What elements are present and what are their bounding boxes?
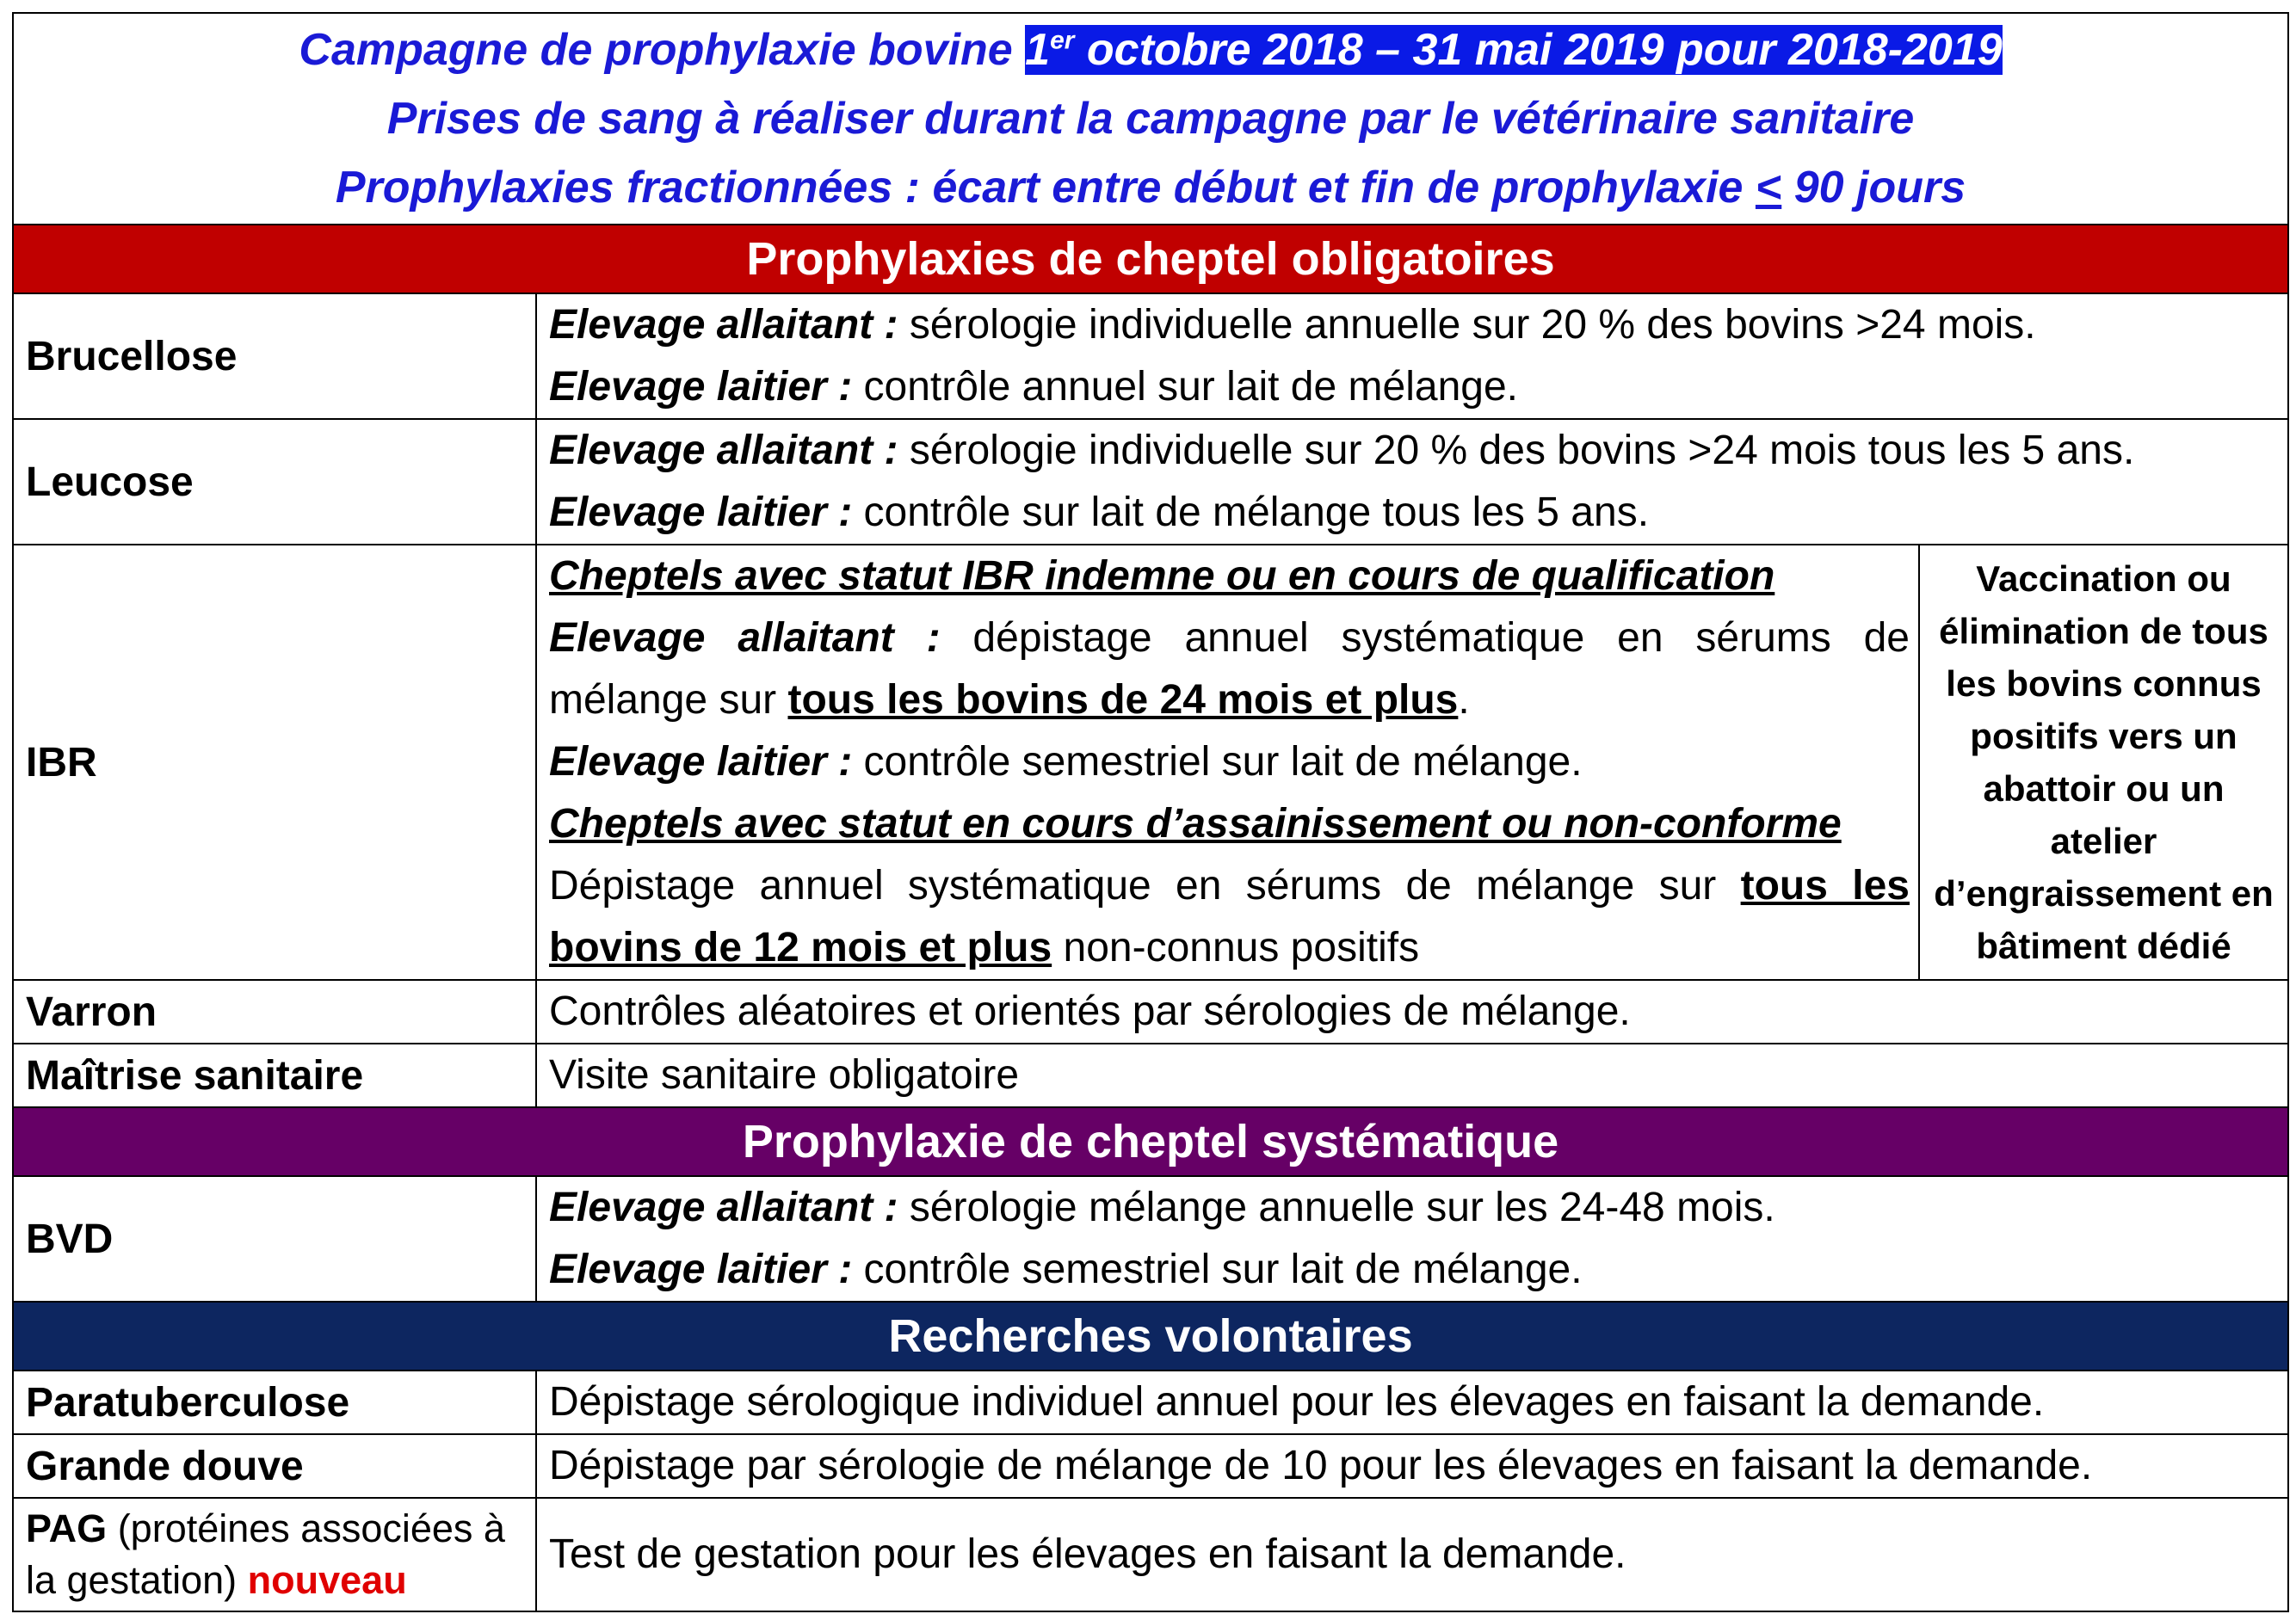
row-bvd xyxy=(13,1176,2288,1302)
row-content: Test de gestation pour les élevages en faisant la demande. xyxy=(536,1498,2288,1611)
row-leucose xyxy=(13,419,2288,545)
row-content: Cheptels avec statut IBR indemne ou en cours de qualification Elevage allaitant : dépistage annuel systématique en sérums de mélange sur tous les bovins de 24 mois et plus. Elevage laitier : contrôle semestriel sur lait de mélange. Cheptels avec statut en cours d’assainissement ou non-conforme Dépistage annuel systématique en sérums de mélange sur tous les bovins de 12 mois et plus non-connus positifs xyxy=(536,545,1919,980)
row-label: Leucose xyxy=(13,419,536,545)
row-content: Elevage allaitant : sérologie individuelle sur 20 % des bovins >24 mois tous les 5 ans. Elevage laitier : contrôle sur lait de mélange tous les 5 ans. xyxy=(536,419,2288,545)
title-row xyxy=(13,13,2288,225)
title-line-2: Prises de sang à réaliser durant la campagne par le vétérinaire sanitaire xyxy=(386,94,1915,144)
prophylaxis-table xyxy=(12,12,2289,1612)
row-label: Varron xyxy=(13,980,536,1044)
title-block xyxy=(13,13,2288,225)
row-pag xyxy=(13,1498,2288,1611)
row-label: Paratuberculose xyxy=(13,1371,536,1434)
title-line-3: Prophylaxies fractionnées : écart entre début et fin de prophylaxie < 90 jours xyxy=(335,163,1966,213)
row-ibr xyxy=(13,545,2288,980)
ibr-heading-1: Cheptels avec statut IBR indemne ou en cours de qualification xyxy=(549,553,1775,599)
title-line-1: Campagne de prophylaxie bovine 1er octobre 2018 – 31 mai 2019 pour 2018-2019 xyxy=(299,25,2003,75)
campaign-dates-highlight: 1er octobre 2018 – 31 mai 2019 pour 2018-2019 xyxy=(1025,25,2003,75)
prophylaxis-sheet xyxy=(12,12,2287,1612)
ibr-heading-2: Cheptels avec statut en cours d’assainissement ou non-conforme xyxy=(549,801,1842,847)
row-grande-douve xyxy=(13,1434,2288,1498)
row-brucellose xyxy=(13,293,2288,419)
row-content: Visite sanitaire obligatoire xyxy=(536,1044,2288,1107)
row-paratuberculose xyxy=(13,1371,2288,1434)
row-content: Dépistage sérologique individuel annuel pour les élevages en faisant la demande. xyxy=(536,1371,2288,1434)
new-badge: nouveau xyxy=(247,1558,407,1602)
row-content: Contrôles aléatoires et orientés par sérologies de mélange. xyxy=(536,980,2288,1044)
row-maitrise-sanitaire xyxy=(13,1044,2288,1107)
row-label: Maîtrise sanitaire xyxy=(13,1044,536,1107)
row-label: PAG (protéines associées à la gestation) nouveau xyxy=(13,1498,536,1611)
section-band-volontaires: Recherches volontaires xyxy=(13,1302,2288,1371)
row-content: Elevage allaitant : sérologie mélange annuelle sur les 24-48 mois. Elevage laitier : contrôle semestriel sur lait de mélange. xyxy=(536,1176,2288,1302)
row-content: Elevage allaitant : sérologie individuelle annuelle sur 20 % des bovins >24 mois. Elevage laitier : contrôle annuel sur lait de mélange. xyxy=(536,293,2288,419)
row-label: Grande douve xyxy=(13,1434,536,1498)
row-label: Brucellose xyxy=(13,293,536,419)
row-label: BVD xyxy=(13,1176,536,1302)
ibr-side-note: Vaccination ou élimination de tous les bovins connus positifs vers un abattoir ou un atelier d’engraissement en bâtiment dédié xyxy=(1919,545,2288,980)
section-band-obligatoires: Prophylaxies de cheptel obligatoires xyxy=(13,225,2288,293)
section-band-systematique: Prophylaxie de cheptel systématique xyxy=(13,1107,2288,1176)
row-varron xyxy=(13,980,2288,1044)
row-content: Dépistage par sérologie de mélange de 10 pour les élevages en faisant la demande. xyxy=(536,1434,2288,1498)
row-label: IBR xyxy=(13,545,536,980)
